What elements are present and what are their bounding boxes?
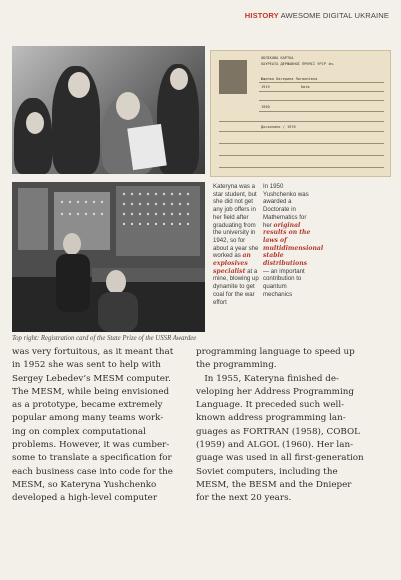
body-line: guage was used in all first-generation — [196, 453, 364, 464]
card-rule — [259, 111, 384, 112]
body-line: The MESM, while being envisioned — [12, 386, 170, 397]
body-line: ing on complex computational — [12, 426, 146, 437]
card-field: 1919 — [261, 85, 270, 89]
person-face — [170, 68, 188, 90]
archival-photo-colleagues — [12, 46, 205, 174]
body-line: each business case into code for the — [12, 466, 173, 477]
person-silhouette — [14, 98, 52, 174]
body-line: Soviet computers, including the — [196, 466, 338, 477]
card-rule — [259, 82, 384, 83]
body-line: as a prototype, became extremely — [12, 400, 163, 411]
papers — [127, 124, 167, 170]
card-field: Досконало / 1976 — [261, 125, 296, 129]
portrait-stamp — [219, 60, 247, 94]
section-label: HISTORY — [244, 11, 279, 20]
body-line: (1959) and ALGOL (1960). Her lan- — [196, 440, 354, 451]
body-line: the programming. — [196, 360, 277, 371]
body-line: In 1955, Kateryna finished de- — [196, 373, 339, 384]
card-rule — [219, 143, 384, 144]
publication-title: AWESOME DIGITAL UKRAINE — [280, 11, 389, 20]
person-face — [26, 112, 44, 134]
card-rule — [259, 100, 384, 101]
body-line: programming language to speed up — [196, 347, 355, 357]
body-line: in 1952 she was sent to help with — [12, 360, 161, 371]
body-column-left — [12, 346, 194, 506]
body-line: popular among many teams work- — [12, 413, 164, 424]
person-face — [116, 92, 140, 120]
body-line: for the next 20 years. — [196, 493, 292, 504]
side-note-text: — an important contribution to quantum mechanics — [263, 267, 305, 298]
card-title-line: ЛАУРЕАТА ДЕРЖАВНОЇ ПРЕМІЇ УРСР ім. — [261, 62, 335, 66]
photo-caption: Top right: Registration card of the State Prize of the USSR Awardee — [12, 335, 197, 342]
card-field: 1950 — [261, 105, 270, 109]
side-note-text: In 1950 Yushchenko was awarded a Doctorate in Mathematics for her — [263, 183, 309, 229]
console-panels — [12, 182, 205, 332]
body-line: guages as FORTRAN (1958), COBOL — [196, 426, 360, 437]
card-rule — [219, 131, 384, 132]
side-note-column-2 — [263, 183, 324, 299]
side-note-column-1 — [213, 183, 259, 306]
archival-photo-computer-console — [12, 182, 205, 332]
body-line: Sergey Lebedev’s MESM computer. — [12, 373, 171, 384]
card-rule — [259, 91, 384, 92]
body-line: problems. However, it was cumber- — [12, 440, 170, 451]
card-rule — [219, 155, 384, 156]
body-line: veloping her Address Programming — [196, 386, 354, 397]
card-field: Ющенко Катерина Логвинівна — [261, 77, 318, 81]
card-rule — [219, 167, 384, 168]
card-field: Київ — [301, 85, 310, 89]
person-face — [68, 72, 90, 98]
side-note-highlight: an explosives specialist — [213, 252, 251, 275]
body-line: developed a high-level computer — [12, 493, 158, 504]
body-line: Language. It preceded such well- — [196, 400, 345, 411]
side-note-text: at a mine, blowing up dynamite to get coal for the war effort — [213, 267, 259, 306]
side-note-highlight: original results on the laws of multidimensional stable distributions — [263, 221, 324, 268]
body-line: some to translate a specification for — [12, 453, 172, 464]
body-column-right — [196, 346, 392, 506]
body-line: was very fortuitous, as it meant that — [12, 347, 174, 357]
registration-card-image — [210, 50, 391, 177]
body-line: MESM, the BESM and the Dnieper — [196, 479, 352, 490]
side-note-text: Kateryna was a star student, but she did not get any job offers in her field after graduating from the university in 1942, so for about a year she worked as — [213, 183, 259, 260]
running-header — [245, 11, 389, 20]
card-rule — [219, 121, 384, 122]
card-title-line: ОБЛІКОВА КАРТКА — [261, 56, 294, 60]
body-line: MESM, so Kateryna Yushchenko — [12, 479, 157, 490]
body-line: known address programming lan- — [196, 413, 346, 424]
